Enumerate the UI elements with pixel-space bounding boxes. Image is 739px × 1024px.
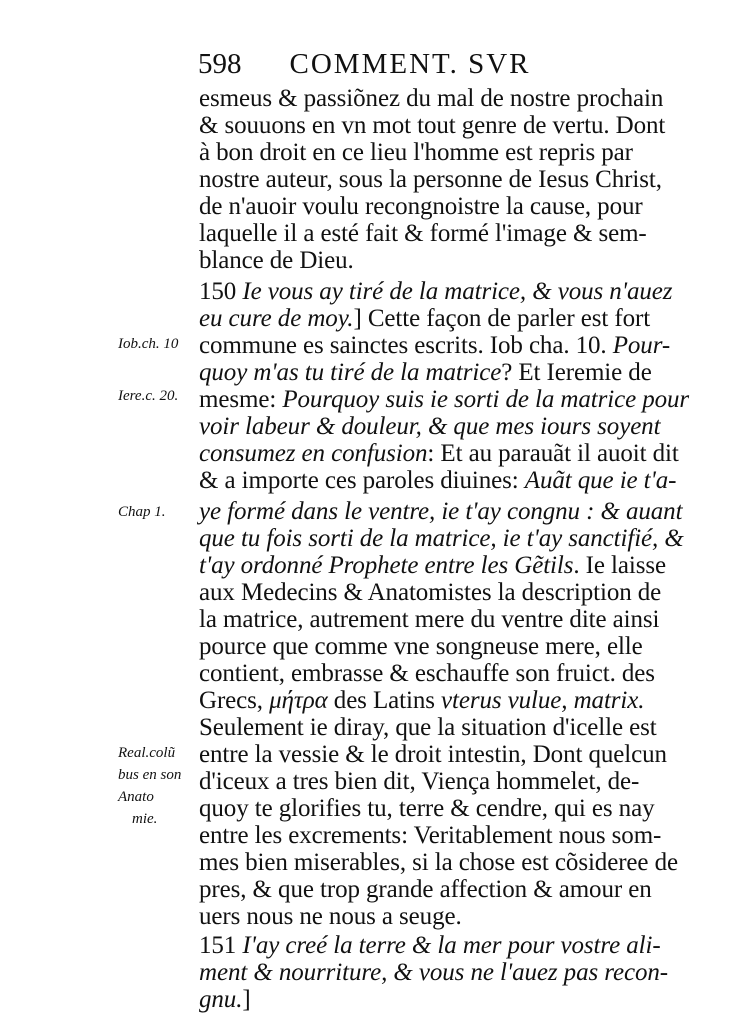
text-line xyxy=(199,192,643,222)
roman-run: la matrice, autrement mere du ventre dite ainsi xyxy=(199,605,660,633)
roman-run: . Ie laisse xyxy=(573,551,666,579)
margin-note-real-4: mie. xyxy=(132,811,158,827)
roman-run: mesme: xyxy=(199,385,283,413)
italic-run: ye formé dans le ventre, ie t'ay congnu : & auant xyxy=(199,497,683,525)
roman-run: esmeus & passiõnez du mal de nostre prochain xyxy=(199,85,664,112)
italic-run: I'ay creé la terre & la mer pour vostre ali- xyxy=(242,932,661,960)
text-line xyxy=(199,686,644,716)
text-line xyxy=(199,138,633,168)
text-line xyxy=(199,439,679,469)
italic-run: Ie vous ay tiré de la matrice, & vous n'auez xyxy=(242,277,673,305)
italic-run: ment & nourriture, & vous ne l'auez pas recon- xyxy=(199,959,668,987)
italic-run: que tu fois sorti de la matrice, ie t'ay sanctifié, & xyxy=(199,524,684,552)
text-line xyxy=(199,219,647,249)
text-line xyxy=(199,740,667,770)
italic-run: Pourquoy suis ie sorti de la matrice pour xyxy=(282,385,690,413)
text-line xyxy=(199,958,668,988)
roman-run: commune es sainctes escrits. Iob cha. 10. xyxy=(199,331,613,359)
roman-run: nostre auteur, sous la personne de Iesus Christ, xyxy=(199,166,662,194)
roman-run: 150 xyxy=(199,277,243,305)
roman-run: pres, & que trop grande affection & amour en xyxy=(199,876,652,904)
roman-run: Grecs, xyxy=(199,686,270,714)
roman-run: & souuons en vn mot tout genre de vertu. Dont xyxy=(199,112,666,140)
text-line xyxy=(199,902,462,932)
roman-run: blance de Dieu. xyxy=(199,247,354,275)
italic-run: consumez en confusion xyxy=(199,440,428,468)
roman-run: contient, embrasse & eschauffe son fruict. des xyxy=(199,659,655,687)
text-line xyxy=(199,821,661,851)
text-line xyxy=(199,385,689,415)
roman-run: entre les excrements: Veritablement nous som- xyxy=(199,822,662,850)
text-line xyxy=(199,767,639,797)
text-line xyxy=(199,466,676,496)
roman-run: laquelle il a esté fait & formé l'image & sem- xyxy=(199,220,647,248)
roman-run: ? Et Ieremie de xyxy=(501,358,652,386)
roman-run: : Et au parauãt il auoit dit xyxy=(427,440,679,468)
text-line xyxy=(199,524,684,554)
roman-run: uers nous ne nous a seuge. xyxy=(199,903,462,931)
roman-run: d'iceux a tres bien dit, Viença hommelet, de- xyxy=(199,768,640,796)
margin-note-jere: Iere.c. 20. xyxy=(118,388,179,404)
margin-note-real-3: Anato xyxy=(118,789,154,805)
roman-run: des Latins xyxy=(327,686,442,714)
text-line xyxy=(199,578,661,608)
roman-run: à bon droit en ce lieu l'homme est repris par xyxy=(199,139,633,167)
text-line xyxy=(199,246,354,276)
text-line xyxy=(199,304,650,334)
italic-run: voir labeur & douleur, & que mes iours soyent xyxy=(199,413,661,441)
text-line xyxy=(199,165,662,195)
text-line xyxy=(199,277,672,307)
italic-run: Pour- xyxy=(612,331,671,359)
text-line xyxy=(199,331,670,361)
text-line xyxy=(199,412,660,442)
roman-run: entre la vessie & le droit intestin, Dont quelcun xyxy=(199,741,667,769)
roman-run: de n'auoir voulu recongnoistre la cause, pour xyxy=(199,193,643,221)
text-line xyxy=(199,713,657,743)
italic-run: gnu. xyxy=(199,986,243,1014)
italic-run: quoy m'as tu tiré de la matrice xyxy=(199,358,502,386)
italic-run: t'ay ordonné Prophete entre les Gẽtils xyxy=(199,551,574,579)
text-line xyxy=(199,632,643,662)
text-line xyxy=(199,985,251,1015)
roman-run: ] Cette façon de parler est fort xyxy=(353,304,651,332)
roman-run: aux Medecins & Anatomistes la description de xyxy=(199,578,662,606)
roman-run: quoy te glorifies tu, terre & cendre, qui es nay xyxy=(199,795,655,823)
italic-run: Auãt que ie t'a- xyxy=(524,467,677,495)
text-line xyxy=(199,794,654,824)
text-line xyxy=(199,84,663,114)
page-number: 598 xyxy=(198,48,242,80)
text-line xyxy=(199,358,652,388)
text-line xyxy=(199,875,652,905)
running-header xyxy=(198,48,531,81)
text-line xyxy=(199,497,682,527)
roman-run: 151 xyxy=(199,932,243,960)
text-line xyxy=(199,605,659,635)
margin-note-real-1: Real.colũ xyxy=(118,745,176,761)
roman-run: & a importe ces paroles diuines: xyxy=(199,467,525,495)
margin-note-job: Iob.ch. 10 xyxy=(118,336,179,352)
roman-run: Seulement ie diray, que la situation d'icelle est xyxy=(199,714,657,742)
roman-run: pource que comme vne songneuse mere, elle xyxy=(199,632,643,660)
running-title: COMMENT. SVR xyxy=(289,48,531,80)
text-line xyxy=(199,931,661,961)
text-line xyxy=(199,848,678,878)
text-line xyxy=(199,659,655,689)
italic-run: vterus vulue, matrix. xyxy=(441,686,645,714)
margin-note-real-2: bus en son xyxy=(118,767,182,783)
roman-run: mes bien miserables, si la chose est cõsideree de xyxy=(199,849,678,877)
text-line xyxy=(199,551,666,581)
italic-run: μήτρα xyxy=(269,686,328,714)
text-line xyxy=(199,111,665,141)
italic-run: eu cure de moy. xyxy=(199,304,354,332)
roman-run: ] xyxy=(242,986,251,1014)
margin-note-chap: Chap 1. xyxy=(118,504,166,520)
